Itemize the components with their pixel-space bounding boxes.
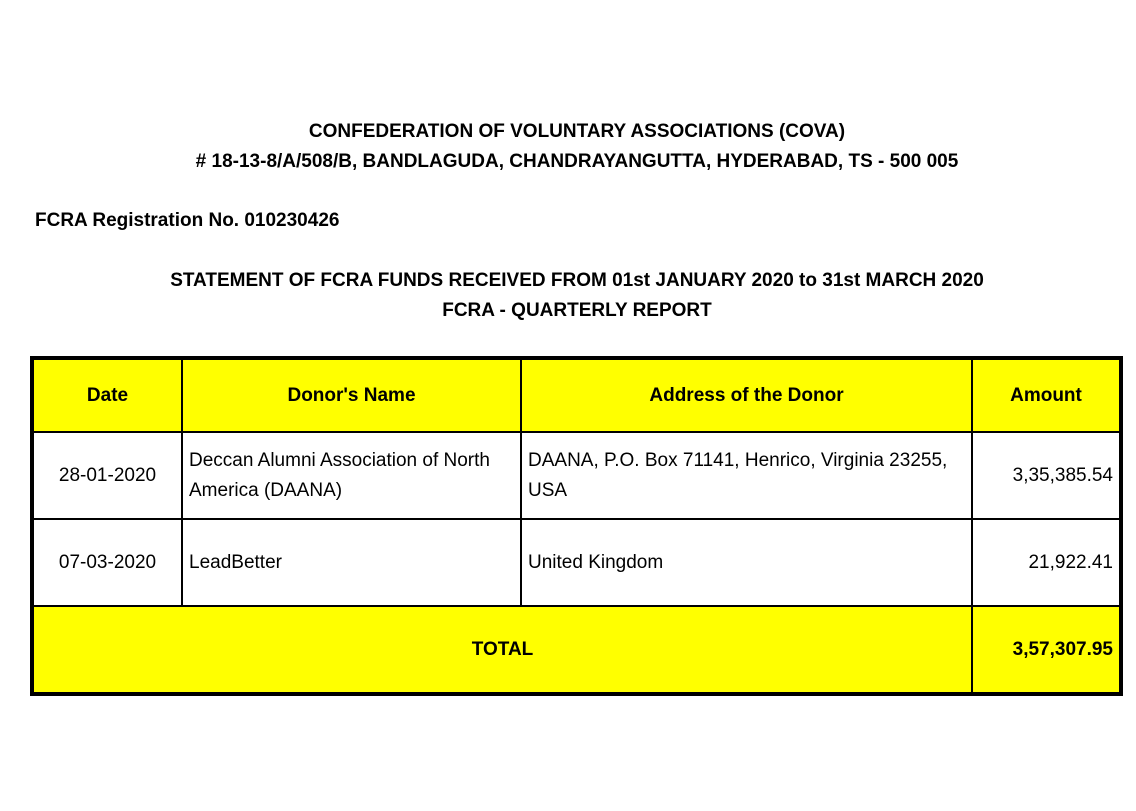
statement-header [0,266,1136,326]
header-amount: Amount [972,358,1121,432]
organization-name: CONFEDERATION OF VOLUNTARY ASSOCIATIONS (COVA) [308,121,846,142]
statement-title: STATEMENT OF FCRA FUNDS RECEIVED FROM 01st JANUARY 2020 to 31st MARCH 2020 [170,270,984,291]
statement-subtitle: FCRA - QUARTERLY REPORT [442,300,712,321]
table-row [32,519,1121,606]
header-donor-name: Donor's Name [182,358,521,432]
registration-number: FCRA Registration No. 010230426 [35,210,340,231]
total-value: 3,57,307.95 [972,606,1121,694]
cell-amount: 3,35,385.54 [972,432,1121,519]
total-label: TOTAL [32,606,972,694]
cell-donor-address: DAANA, P.O. Box 71141, Henrico, Virginia 23255, USA [521,432,972,519]
cell-date: 28-01-2020 [32,432,182,519]
table-header-row [32,358,1121,432]
funds-table [30,356,1123,696]
header-donor-address: Address of the Donor [521,358,972,432]
cell-donor-name: LeadBetter [182,519,521,606]
total-row [32,606,1121,694]
organization-address: # 18-13-8/A/508/B, BANDLAGUDA, CHANDRAYANGUTTA, HYDERABAD, TS - 500 005 [195,151,959,172]
cell-donor-address: United Kingdom [521,519,972,606]
header-date: Date [32,358,182,432]
table-row [32,432,1121,519]
organization-header [0,117,1136,177]
cell-donor-name: Deccan Alumni Association of North America (DAANA) [182,432,521,519]
cell-date: 07-03-2020 [32,519,182,606]
cell-amount: 21,922.41 [972,519,1121,606]
